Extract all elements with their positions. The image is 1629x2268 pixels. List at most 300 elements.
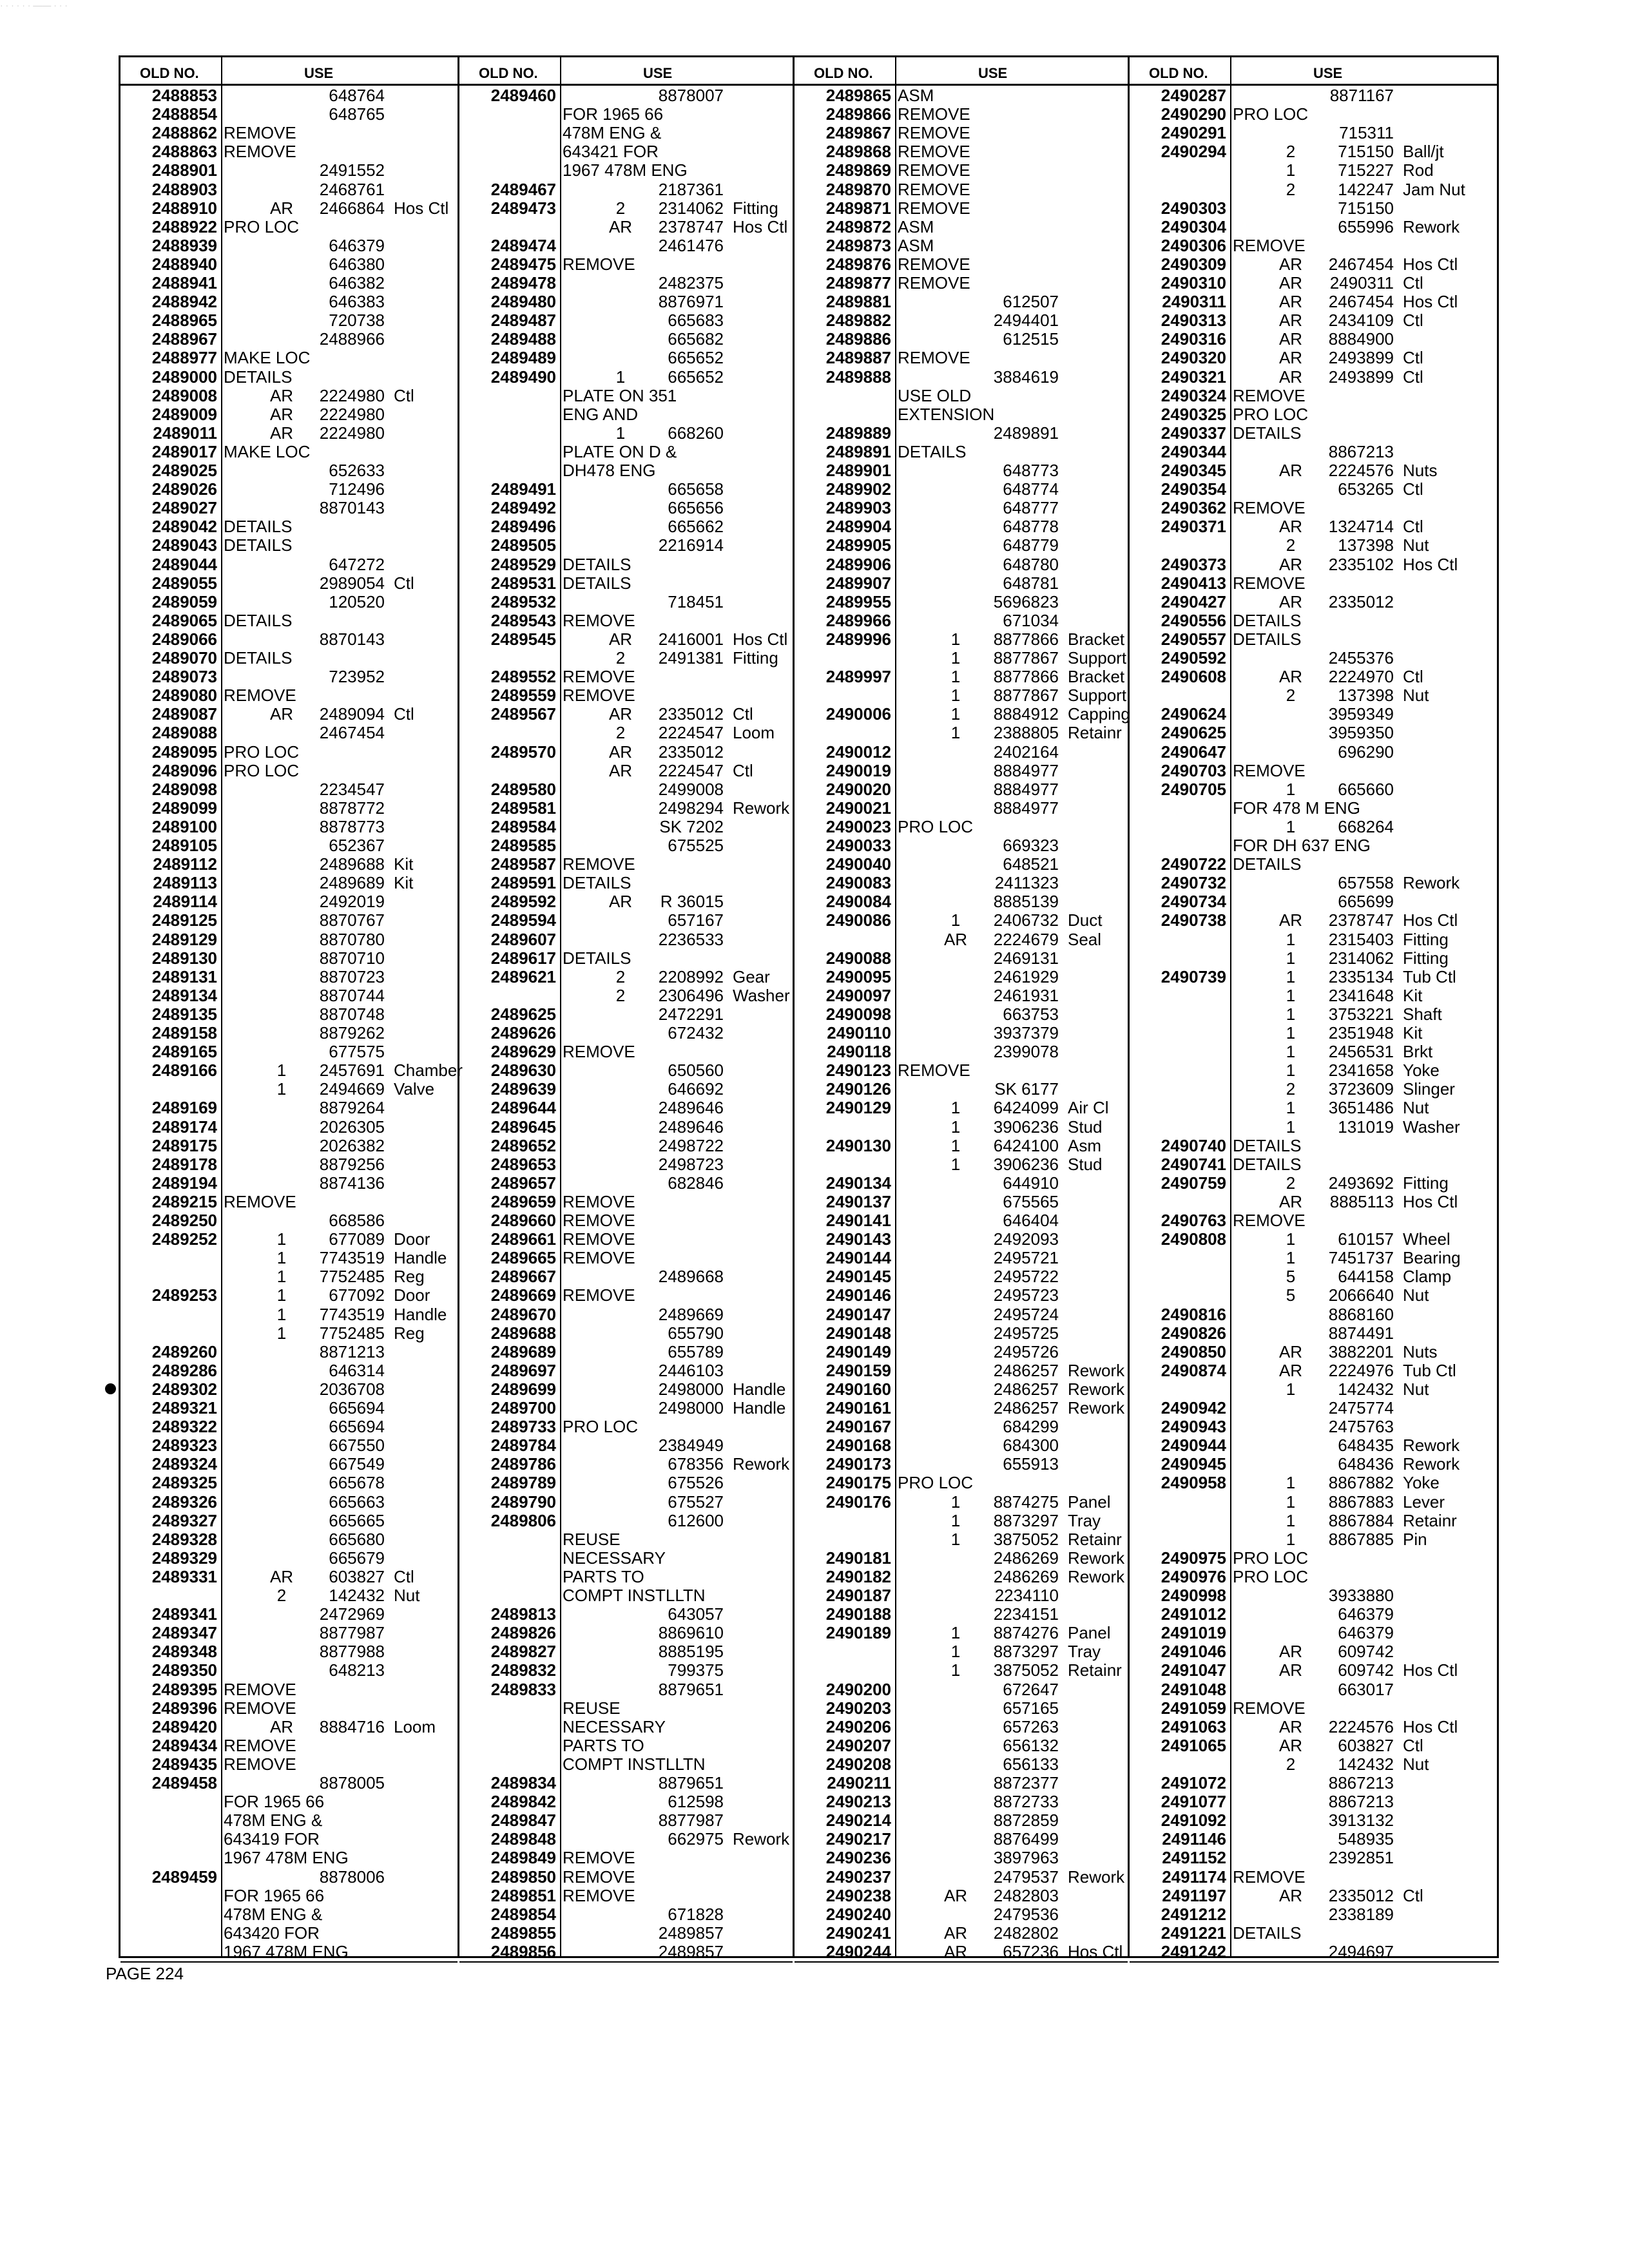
old-part-number: 2491059 (1161, 1698, 1226, 1718)
quantity: 2 (615, 966, 626, 986)
new-part-number: 7752485 (319, 1323, 385, 1343)
quantity: 1 (1286, 1098, 1296, 1118)
use-instruction: COMPT INSTLLTN (563, 1754, 706, 1774)
old-part-number: 2490098 (825, 1004, 891, 1024)
new-part-number: 609742 (1338, 1642, 1394, 1662)
part-description: Hos Ctl (733, 629, 788, 649)
old-part-number: 2489073 (151, 667, 217, 687)
quantity: 1 (950, 1510, 961, 1530)
new-part-number: 8872733 (993, 1792, 1059, 1812)
new-part-number: 2479537 (993, 1867, 1059, 1887)
table-row (459, 649, 793, 668)
new-part-number: 2335012 (1328, 1885, 1394, 1905)
table-row (459, 574, 793, 593)
new-part-number: 7451737 (1328, 1248, 1394, 1268)
table-row (120, 405, 458, 424)
table-row (120, 1586, 458, 1605)
new-part-number: 2495722 (993, 1267, 1059, 1287)
table-row (120, 1924, 458, 1943)
old-part-number: 2488942 (151, 292, 217, 312)
quantity: 1 (615, 367, 626, 387)
table-row (120, 1361, 458, 1380)
old-part-number: 2489322 (151, 1417, 217, 1437)
part-description: Duct (1068, 910, 1103, 930)
table-row (1130, 368, 1499, 387)
use-instruction: DETAILS (1233, 423, 1302, 443)
old-part-number: 2490942 (1161, 1398, 1226, 1418)
quantity: AR (1278, 1716, 1303, 1736)
old-part-number: 2489250 (151, 1211, 217, 1230)
table-row (795, 705, 1128, 724)
table-row (795, 1661, 1128, 1680)
table-row (1130, 1549, 1499, 1568)
new-part-number: 2492093 (993, 1229, 1059, 1249)
old-part-number: 2489592 (490, 892, 556, 912)
new-part-number: 142432 (329, 1586, 385, 1605)
quantity: 1 (1286, 1510, 1296, 1530)
old-part-number: 2489955 (825, 591, 891, 611)
old-part-number: 2489847 (490, 1811, 556, 1831)
table-row (795, 1193, 1128, 1211)
old-part-number: 2490427 (1161, 591, 1226, 611)
part-description: Hos Ctl (1403, 254, 1458, 274)
quantity: 1 (950, 910, 961, 930)
new-part-number: 675565 (1003, 1191, 1059, 1211)
old-part-number: 2490189 (825, 1623, 891, 1643)
old-part-number: 2489396 (151, 1698, 217, 1718)
old-part-number: 2489474 (490, 235, 556, 255)
table-row (795, 555, 1128, 574)
use-instruction: USE OLD (898, 385, 972, 405)
part-description: Shaft (1403, 1004, 1442, 1024)
old-part-number: 2490006 (825, 704, 891, 724)
table-row (795, 1343, 1128, 1361)
old-part-number: 2489026 (151, 479, 217, 499)
old-part-number: 2490126 (825, 1079, 891, 1099)
table-row (459, 1605, 793, 1624)
old-part-number: 2489025 (151, 461, 217, 480)
new-part-number: 646379 (1338, 1623, 1394, 1643)
table-row (1130, 1736, 1499, 1755)
old-part-number: 2489473 (490, 198, 556, 218)
old-part-number: 2490740 (1161, 1135, 1226, 1155)
table-row (459, 1736, 793, 1755)
table-row (120, 86, 458, 105)
table-row (120, 1718, 458, 1736)
old-part-number: 2490214 (825, 1811, 891, 1831)
quantity: 1 (276, 1323, 287, 1343)
table-row (120, 686, 458, 705)
new-part-number: 665682 (668, 329, 724, 349)
new-part-number: 8877988 (319, 1642, 385, 1662)
old-part-number: 2489066 (151, 629, 217, 649)
table-row (120, 1193, 458, 1211)
table-row (795, 499, 1128, 517)
table-row (1130, 330, 1499, 349)
table-row (1130, 1361, 1499, 1380)
table-row (795, 986, 1128, 1005)
new-part-number: 8885139 (993, 892, 1059, 912)
old-part-number: 2489458 (151, 1773, 217, 1792)
table-row (459, 105, 793, 124)
part-description: Tub Ctl (1403, 966, 1456, 986)
table-row (1130, 218, 1499, 236)
new-part-number: 8877866 (993, 667, 1059, 687)
part-description: Nut (1403, 1098, 1429, 1118)
old-part-number: 2489866 (825, 104, 891, 124)
table-row (1130, 705, 1499, 724)
old-part-number: 2490130 (825, 1135, 891, 1155)
table-row (459, 86, 793, 105)
catalog-column-2 (458, 57, 793, 1961)
part-description: Hos Ctl (1403, 1191, 1458, 1211)
new-part-number: 3959350 (1328, 723, 1394, 743)
table-row (120, 593, 458, 611)
use-instruction: DETAILS (563, 948, 631, 968)
table-row (1130, 1774, 1499, 1792)
old-part-number: 2490144 (825, 1248, 891, 1268)
old-part-number: 2491174 (1162, 1867, 1226, 1887)
old-no-header: OLD NO. (479, 65, 538, 81)
table-row (120, 986, 458, 1005)
new-part-number: 612600 (668, 1510, 724, 1530)
old-part-number: 2490703 (1161, 760, 1226, 780)
table-row (1130, 911, 1499, 930)
table-row (795, 1924, 1128, 1943)
part-description: Ctl (394, 704, 414, 724)
quantity: 1 (1286, 1248, 1296, 1268)
table-row (120, 255, 458, 274)
part-description: Loom (733, 723, 775, 743)
table-row (120, 1099, 458, 1117)
new-part-number: 646692 (668, 1079, 724, 1099)
quantity: 1 (1286, 966, 1296, 986)
old-part-number: 2488940 (151, 254, 217, 274)
table-row (1130, 1680, 1499, 1699)
old-part-number: 2489621 (490, 966, 556, 986)
use-instruction: PRO LOC (1233, 104, 1309, 124)
quantity: 1 (1286, 1473, 1296, 1493)
new-part-number: 715311 (1339, 123, 1394, 143)
old-part-number: 2489329 (151, 1548, 217, 1568)
old-part-number: 2489567 (490, 704, 556, 724)
quantity: 2 (1286, 1079, 1296, 1099)
table-row (120, 1061, 463, 1081)
quantity: 5 (1286, 1267, 1296, 1287)
quantity: AR (1278, 461, 1303, 480)
part-description: Valve (394, 1079, 435, 1099)
column-header (1130, 57, 1499, 86)
new-part-number: 3913132 (1328, 1811, 1394, 1831)
table-row (1130, 668, 1499, 686)
new-part-number: 655790 (668, 1323, 724, 1343)
new-part-number: 2489646 (658, 1117, 724, 1137)
new-part-number: 2469131 (993, 948, 1059, 968)
table-row (459, 1568, 793, 1586)
table-row (795, 1905, 1128, 1924)
old-part-number: 2489733 (490, 1417, 556, 1437)
use-instruction: REMOVE (563, 1191, 635, 1211)
table-row (1130, 1512, 1499, 1530)
new-part-number: 643057 (668, 1604, 724, 1624)
old-part-number: 2491072 (1161, 1773, 1226, 1792)
old-part-number: 2489639 (490, 1079, 556, 1099)
table-row (459, 1361, 793, 1380)
new-part-number: 2498294 (658, 798, 724, 818)
catalog-column-3 (793, 57, 1130, 1961)
old-part-number: 2489617 (490, 948, 556, 968)
table-row (120, 1642, 458, 1661)
new-part-number: 8876971 (658, 292, 724, 312)
part-description: Fitting (733, 198, 778, 218)
new-part-number: 142432 (1338, 1379, 1394, 1399)
old-part-number: 2489689 (490, 1341, 556, 1361)
quantity: 1 (950, 1117, 961, 1137)
part-description: Nut (1403, 1379, 1429, 1399)
new-part-number: 609742 (1338, 1660, 1394, 1680)
old-part-number: 2489467 (490, 179, 556, 199)
new-part-number: 2493899 (1328, 348, 1394, 368)
new-part-number: 8872377 (993, 1773, 1059, 1792)
new-part-number: 646382 (329, 273, 385, 293)
new-part-number: 8884716 (319, 1716, 385, 1736)
table-row (459, 1661, 793, 1680)
table-row (795, 536, 1128, 555)
quantity: AR (608, 216, 633, 236)
table-row (1130, 443, 1499, 461)
quantity: 1 (276, 1079, 287, 1099)
table-row (795, 443, 1128, 461)
old-part-number: 2491212 (1161, 1904, 1226, 1924)
use-instruction: REMOVE (563, 1285, 635, 1305)
table-row (459, 780, 793, 799)
new-part-number: 2489891 (993, 423, 1059, 443)
new-part-number: 663753 (1003, 1004, 1059, 1024)
new-part-number: 2468761 (319, 179, 385, 199)
old-part-number: 2489834 (490, 1773, 556, 1792)
new-part-number: 648781 (1003, 573, 1059, 593)
old-part-number: 2489697 (490, 1360, 556, 1380)
table-row (459, 593, 793, 611)
new-part-number: 2224547 (658, 723, 724, 743)
new-part-number: 3937379 (993, 1023, 1059, 1043)
old-part-number: 2491092 (1161, 1811, 1226, 1831)
old-part-number: 2489607 (490, 929, 556, 949)
new-part-number: 137398 (1338, 535, 1394, 555)
table-row (459, 1024, 793, 1043)
new-part-number: 2498723 (658, 1154, 724, 1174)
table-row (459, 949, 793, 968)
use-instruction: REMOVE (563, 686, 635, 706)
new-part-number: 8877987 (658, 1811, 724, 1831)
table-row (795, 949, 1128, 968)
new-part-number: 653265 (1338, 479, 1394, 499)
table-row (1130, 293, 1499, 311)
new-part-number: 668586 (329, 1211, 385, 1230)
table-row (795, 124, 1128, 142)
old-part-number: 2489832 (490, 1660, 556, 1680)
table-row (795, 1080, 1128, 1099)
old-part-number: 2489888 (825, 367, 891, 387)
old-part-number: 2489011 (153, 423, 217, 443)
old-part-number: 2489532 (490, 591, 556, 611)
new-part-number: 657263 (1003, 1716, 1059, 1736)
new-part-number: 603827 (329, 1566, 385, 1586)
table-row (795, 780, 1128, 799)
table-row (120, 1137, 458, 1155)
new-part-number: 2491552 (319, 160, 385, 180)
table-row (1130, 1305, 1499, 1324)
old-part-number: 2490722 (1161, 854, 1226, 874)
quantity: AR (943, 1941, 968, 1961)
table-row (1130, 892, 1499, 911)
table-row (120, 874, 458, 892)
old-part-number: 2490167 (825, 1417, 891, 1437)
table-row (120, 1024, 458, 1043)
new-part-number: 684300 (1003, 1436, 1059, 1456)
table-row (1130, 780, 1499, 799)
table-row (120, 236, 458, 255)
old-part-number: 2489886 (825, 329, 891, 349)
old-part-number: 2489341 (151, 1604, 217, 1624)
table-row (1130, 1249, 1499, 1267)
use-instruction: REMOVE (224, 1191, 296, 1211)
new-part-number: 8870723 (319, 966, 385, 986)
new-part-number: 8885113 (1329, 1191, 1394, 1211)
new-part-number: 648764 (329, 86, 385, 105)
new-part-number: 2486257 (993, 1360, 1059, 1380)
table-row (120, 1868, 458, 1887)
old-part-number: 2490146 (825, 1285, 891, 1305)
table-row (459, 293, 793, 311)
table-row (795, 1493, 1128, 1512)
old-part-number: 2490238 (825, 1885, 891, 1905)
table-row (795, 1474, 1128, 1492)
old-part-number: 2489543 (490, 610, 556, 630)
new-part-number: 2472291 (658, 1004, 724, 1024)
new-part-number: 648780 (1003, 554, 1059, 574)
old-part-number: 2489492 (490, 498, 556, 518)
new-part-number: 8878005 (319, 1773, 385, 1792)
old-part-number: 2489027 (151, 498, 217, 518)
use-instruction: PRO LOC (224, 742, 300, 762)
new-part-number: 131019 (1338, 1117, 1394, 1137)
table-row (120, 949, 458, 968)
new-part-number: 646379 (1338, 1604, 1394, 1624)
table-row (795, 1137, 1128, 1155)
new-part-number: 8871167 (1329, 86, 1394, 105)
table-row (795, 1512, 1128, 1530)
new-part-number: 696290 (1338, 742, 1394, 762)
table-row (795, 1418, 1128, 1436)
table-row (459, 443, 793, 461)
new-part-number: 668260 (668, 423, 724, 443)
table-row (795, 1249, 1128, 1267)
old-part-number: 2489080 (151, 686, 217, 706)
table-row (1130, 1043, 1499, 1061)
old-part-number: 2490325 (1161, 404, 1226, 424)
table-row (459, 368, 793, 387)
part-description: Rework (1068, 1867, 1125, 1887)
table-row (459, 536, 793, 555)
table-row (795, 1118, 1128, 1137)
old-part-number: 2491242 (1161, 1941, 1226, 1961)
old-part-number: 2490236 (825, 1848, 891, 1868)
new-part-number: 648773 (1003, 461, 1059, 480)
old-part-number: 2489790 (490, 1492, 556, 1512)
part-description: Ball/jt (1403, 142, 1444, 162)
old-part-number: 2489008 (151, 385, 217, 405)
old-part-number: 2489166 (151, 1061, 217, 1081)
part-description: Panel (1068, 1492, 1111, 1512)
table-row (1130, 1211, 1499, 1230)
new-part-number: 2491381 (658, 648, 724, 668)
new-part-number: 2495724 (993, 1304, 1059, 1324)
old-part-number: 2489699 (490, 1379, 556, 1399)
table-row (120, 1005, 458, 1024)
new-part-number: 648777 (1003, 498, 1059, 518)
old-part-number: 2489876 (825, 254, 891, 274)
table-row (1130, 105, 1499, 124)
new-part-number: 8870143 (319, 629, 385, 649)
table-row (120, 1774, 458, 1792)
quantity: 1 (950, 723, 961, 743)
use-instruction: FOR 1965 66 (563, 104, 664, 124)
table-row (795, 1811, 1128, 1830)
use-instruction: REMOVE (898, 179, 970, 199)
new-part-number: 3651486 (1328, 1098, 1394, 1118)
use-instruction: 478M ENG & (224, 1904, 323, 1924)
use-instruction: PLATE ON 351 (563, 385, 677, 405)
quantity: AR (1278, 667, 1303, 687)
table-row (1130, 236, 1499, 255)
table-row (120, 818, 458, 836)
table-row (795, 1005, 1128, 1024)
new-part-number: 2489688 (319, 854, 385, 874)
new-part-number: 2495723 (993, 1285, 1059, 1305)
use-instruction: ASM (898, 235, 934, 255)
part-description: Panel (1068, 1623, 1111, 1643)
table-row (459, 311, 793, 330)
old-part-number: 2490362 (1161, 498, 1226, 518)
new-part-number: 2492019 (319, 892, 385, 912)
part-description: Fitting (1403, 1173, 1449, 1193)
part-description: Hos Ctl (1403, 1716, 1458, 1736)
old-part-number: 2490371 (1161, 517, 1226, 537)
old-part-number: 2489252 (151, 1229, 217, 1249)
old-part-number: 2489629 (490, 1042, 556, 1062)
old-part-number: 2491048 (1161, 1679, 1226, 1699)
new-part-number: 7743519 (319, 1248, 385, 1268)
new-part-number: 677089 (329, 1229, 385, 1249)
table-row (1130, 930, 1499, 949)
table-row (1130, 461, 1499, 480)
old-part-number: 2490097 (825, 985, 891, 1005)
table-row (795, 1436, 1128, 1455)
part-description: Ctl (394, 573, 414, 593)
new-part-number: 665652 (668, 367, 724, 387)
use-instruction: FOR 478 M ENG (1233, 798, 1360, 818)
old-part-number: 2489134 (151, 985, 217, 1005)
quantity: 1 (276, 1229, 287, 1249)
table-row (459, 1699, 793, 1718)
table-row (459, 1493, 793, 1512)
table-row (795, 424, 1128, 443)
old-part-number: 2490206 (825, 1716, 891, 1736)
new-part-number: 2446103 (658, 1360, 724, 1380)
new-part-number: 648436 (1338, 1454, 1394, 1474)
new-part-number: 2498000 (658, 1398, 724, 1418)
